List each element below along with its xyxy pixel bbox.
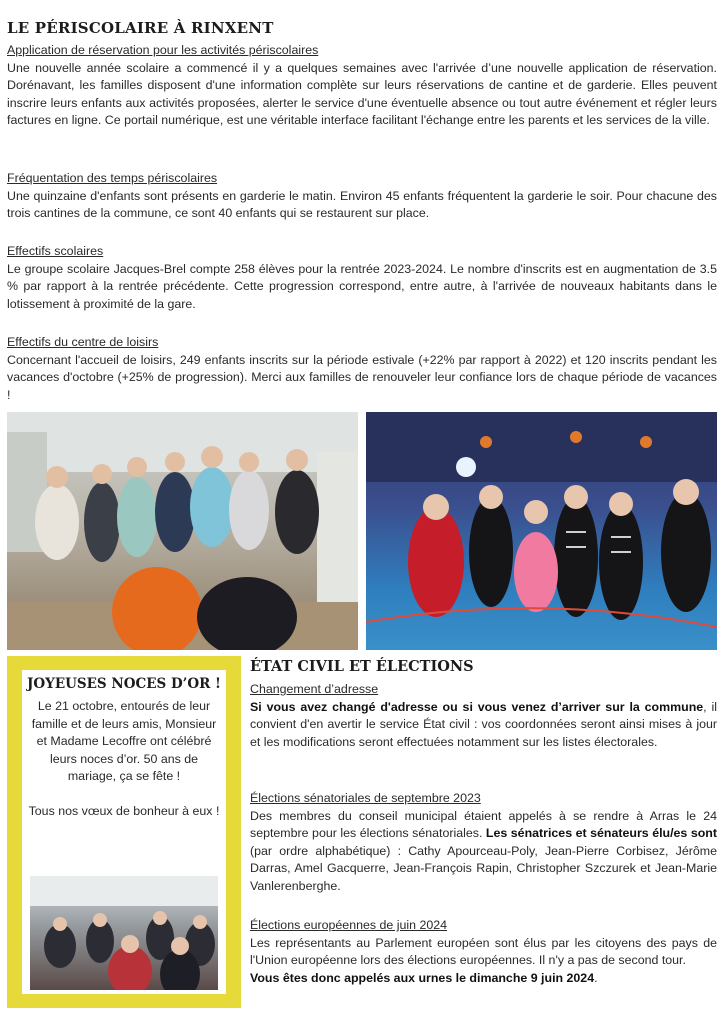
adresse-text: , il convient d'en avertir le service État civil : vos coordonnées seront ainsi mises à jour et les modifications seront effectuées notamment sur les listes électorales. <box>250 699 717 749</box>
photo-group-teens <box>7 412 358 650</box>
adresse-bold-text: Si vous avez changé d'adresse ou si vous venez d’arriver sur la commune <box>250 699 704 714</box>
section-europeennes <box>250 917 717 987</box>
etat-civil-title: ÉTAT CIVIL ET ÉLECTIONS <box>250 658 474 675</box>
photo-wedding-couple <box>30 876 218 990</box>
senat-text-2: (par ordre alphabétique) : Cathy Apourceau-Poly, Jean-Pierre Corbisez, Jérôme Darras, Amel Gacquerre, Jean-François Rapin, Christopher Szczurek et Jean-Marie Vanlerenberghe. <box>250 843 717 893</box>
photo-halloween-children <box>366 412 717 650</box>
senat-text-1: Des membres du conseil municipal étaient appelés à se rendre à Arras le 24 septembre pour les élections sénatoriales. <box>250 808 717 840</box>
section-heading: Élections européennes de juin 2024 <box>250 918 448 932</box>
section-heading: Élections sénatoriales de septembre 2023 <box>250 791 481 805</box>
section-reservation-app <box>7 42 717 130</box>
page-title: LE PÉRISCOLAIRE À RINXENT <box>7 19 274 37</box>
noces-dor-box <box>7 656 241 1008</box>
section-frequentation <box>7 170 717 223</box>
section-text <box>250 808 717 896</box>
noces-dor-card <box>22 670 226 994</box>
section-senatoriales <box>250 790 717 895</box>
noces-text: Le 21 octobre, entourés de leur famille et de leurs amis, Monsieur et Madame Lecoffre ont célébré leurs noces d’or. 50 ans de mariage, ça se fête ! <box>31 699 217 783</box>
section-heading: Changement d’adresse <box>250 682 379 696</box>
section-text: Le groupe scolaire Jacques-Brel compte 258 élèves pour la rentrée 2023-2024. Le nombre d'inscrits est en augmentation de 3.5 % par rapport à la rentrée précédente. Cette progression correspond, entre autre, à l'arrivée de nouveaux habitants dans le lotissement à proximité de la gare. <box>7 261 717 311</box>
section-text: Une quinzaine d'enfants sont présents en garderie le matin. Environ 45 enfants fréquentent la garderie le soir. Pour chacune des trois cantines de la commune, ce sont 40 enfants qui se restaurent sur place. <box>7 188 717 220</box>
section-changement-adresse <box>250 681 717 751</box>
section-text: Une nouvelle année scolaire a commencé il y a quelques semaines avec l'arrivée d’une nouvelle application de réservation. Dorénavant, les familles disposent d'une information complète sur leurs réservations de cantine et de garderie. Elles peuvent inscrire leurs enfants aux activités proposées, alerter le service d'une éventuelle absence ou tout autre événement et régler leurs factures en ligne. Ce portail numérique, est une véritable interface facilitant l'échange entre les parents et les services de la ville. <box>7 60 717 127</box>
section-heading: Fréquentation des temps périscolaires <box>7 171 218 185</box>
euro-call-to-vote <box>250 970 717 988</box>
euro-bold-text: Vous êtes donc appelés aux urnes le dimanche 9 juin 2024 <box>250 970 595 985</box>
euro-end: . <box>594 970 598 985</box>
section-effectifs-scolaires <box>7 243 717 313</box>
section-centre-loisirs <box>7 334 717 404</box>
section-heading: Effectifs scolaires <box>7 244 104 258</box>
section-text: Concernant l'accueil de loisirs, 249 enfants inscrits sur la période estivale (+22% par rapport à 2022) et 120 inscrits pendant les vacances d'octobre (+25% de progression). Merci aux familles de renouveler leur confiance lors de chaque période de vacances ! <box>7 352 717 402</box>
noces-title: JOYEUSES NOCES D’OR ! <box>27 676 221 692</box>
senat-bold-text: Les sénatrices et sénateurs élu/es sont <box>485 826 717 840</box>
section-text: Les représentants au Parlement européen sont élus par les citoyens des pays de l'Union européenne lors des élections européennes. Il n'y a pas de second tour. <box>250 935 717 967</box>
section-text <box>250 699 717 752</box>
section-heading: Application de réservation pour les activités périscolaires <box>7 43 319 57</box>
section-heading: Effectifs du centre de loisirs <box>7 335 159 349</box>
noces-wishes: Tous nos vœux de bonheur à eux ! <box>28 803 220 818</box>
